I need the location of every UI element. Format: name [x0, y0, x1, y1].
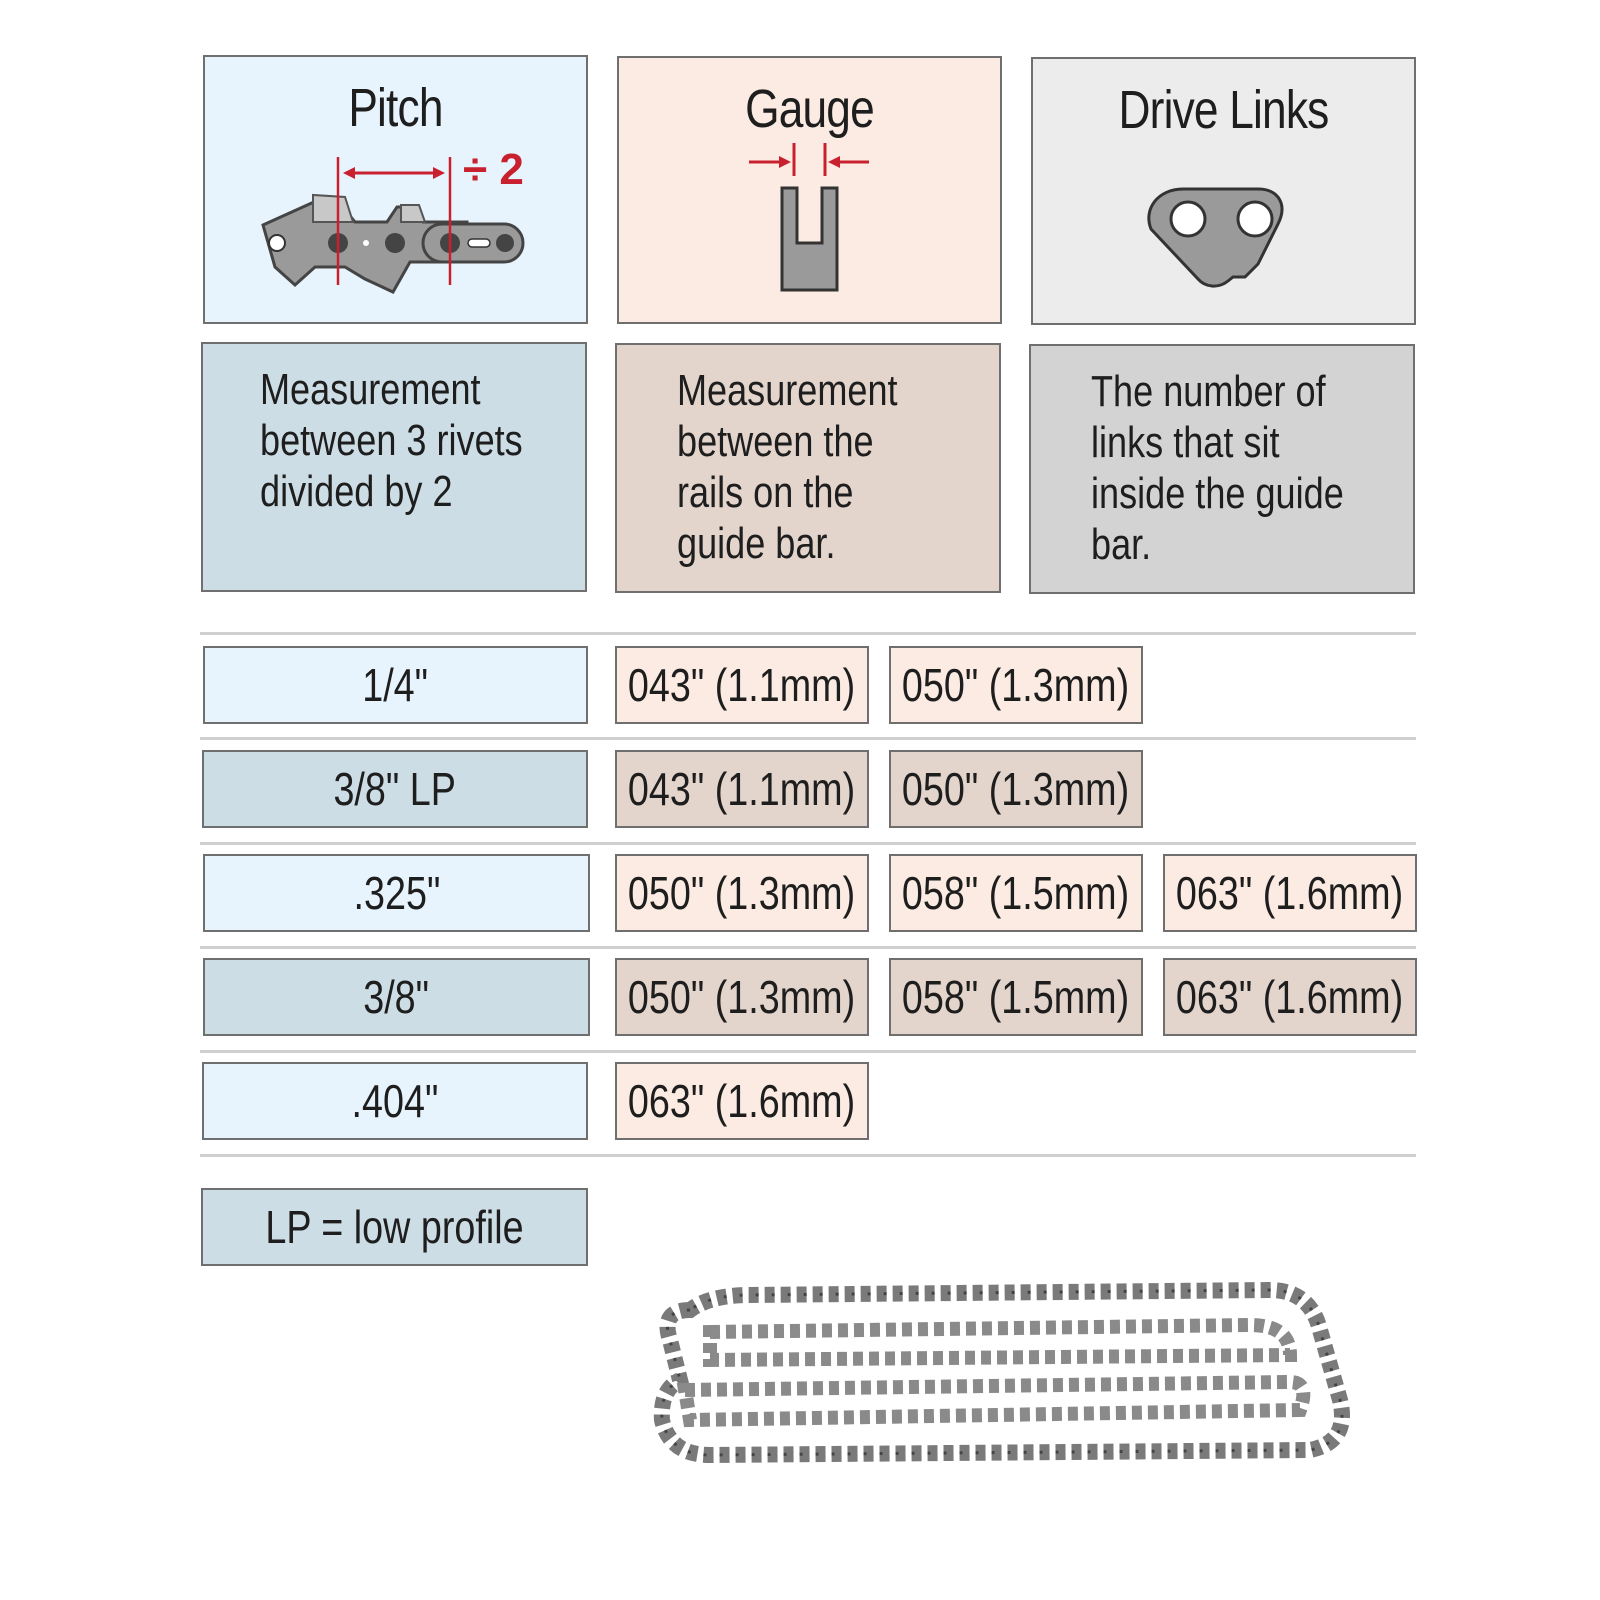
pitch-description: [260, 364, 523, 517]
gauge-cell: [615, 854, 869, 932]
drive-links-header-panel: [1031, 57, 1416, 325]
gauge-cell: [615, 750, 869, 828]
gauge-value: 058" (1.5mm): [902, 971, 1130, 1023]
gauge-cell: [889, 646, 1143, 724]
pitch-value: 3/8" LP: [333, 763, 457, 815]
pitch-value: .325": [353, 867, 440, 919]
table-divider: [200, 1154, 1416, 1157]
chainsaw-chain-image: [650, 1270, 1390, 1470]
gauge-header-panel: [617, 56, 1002, 324]
pitch-cell: [203, 958, 590, 1036]
drive-links-description-line: links that sit: [1091, 418, 1280, 467]
pitch-value: 1/4": [362, 659, 429, 711]
legend-text: LP = low profile: [265, 1201, 524, 1253]
gauge-description-line: between the: [677, 417, 874, 466]
drive-links-description-panel: [1029, 344, 1415, 594]
gauge-value: 063" (1.6mm): [1176, 867, 1404, 919]
drive-links-description-line: The number of: [1091, 367, 1326, 416]
gauge-cell: [615, 958, 869, 1036]
gauge-description-line: Measurement: [677, 366, 898, 415]
gauge-cell: [615, 646, 869, 724]
pitch-cell: [203, 854, 590, 932]
table-divider: [200, 946, 1416, 949]
gauge-value: 063" (1.6mm): [628, 1075, 856, 1127]
table-divider: [200, 842, 1416, 845]
gauge-value: 050" (1.3mm): [902, 659, 1130, 711]
gauge-title: Gauge: [745, 79, 874, 139]
gauge-description-line: rails on the: [677, 468, 854, 517]
legend-box: [201, 1188, 588, 1266]
gauge-value: 063" (1.6mm): [1176, 971, 1404, 1023]
pitch-cell: [202, 1062, 588, 1140]
gauge-cell: [1163, 958, 1417, 1036]
gauge-value: 050" (1.3mm): [628, 971, 856, 1023]
pitch-cell: [203, 646, 588, 724]
pitch-description-panel: [201, 342, 587, 592]
gauge-cell: [889, 958, 1143, 1036]
gauge-value: 050" (1.3mm): [628, 867, 856, 919]
gauge-cell: [889, 750, 1143, 828]
table-divider: [200, 1050, 1416, 1053]
drive-links-description-line: bar.: [1091, 520, 1152, 569]
drive-links-description-line: inside the guide: [1091, 469, 1344, 518]
pitch-value: 3/8": [363, 971, 430, 1023]
pitch-divide-symbol: ÷ 2: [463, 145, 524, 194]
gauge-value: 050" (1.3mm): [902, 763, 1130, 815]
pitch-description-line: Measurement: [260, 365, 481, 414]
pitch-description-line: between 3 rivets: [260, 416, 523, 465]
table-divider: [200, 632, 1416, 635]
pitch-value: .404": [351, 1075, 439, 1127]
gauge-description-panel: [615, 343, 1001, 593]
gauge-description: [677, 365, 898, 569]
gauge-value: 043" (1.1mm): [628, 659, 856, 711]
table-divider: [200, 737, 1416, 740]
pitch-title: Pitch: [348, 78, 443, 138]
drive-links-title: Drive Links: [1118, 80, 1329, 140]
drive-links-description: [1091, 366, 1344, 570]
gauge-cell: [889, 854, 1143, 932]
pitch-cell: [202, 750, 588, 828]
gauge-value: 043" (1.1mm): [628, 763, 856, 815]
gauge-cell: [1163, 854, 1417, 932]
gauge-value: 058" (1.5mm): [902, 867, 1130, 919]
pitch-description-line: divided by 2: [260, 467, 453, 516]
gauge-description-line: guide bar.: [677, 519, 836, 568]
pitch-header-panel: [203, 55, 588, 324]
gauge-cell: [615, 1062, 869, 1140]
